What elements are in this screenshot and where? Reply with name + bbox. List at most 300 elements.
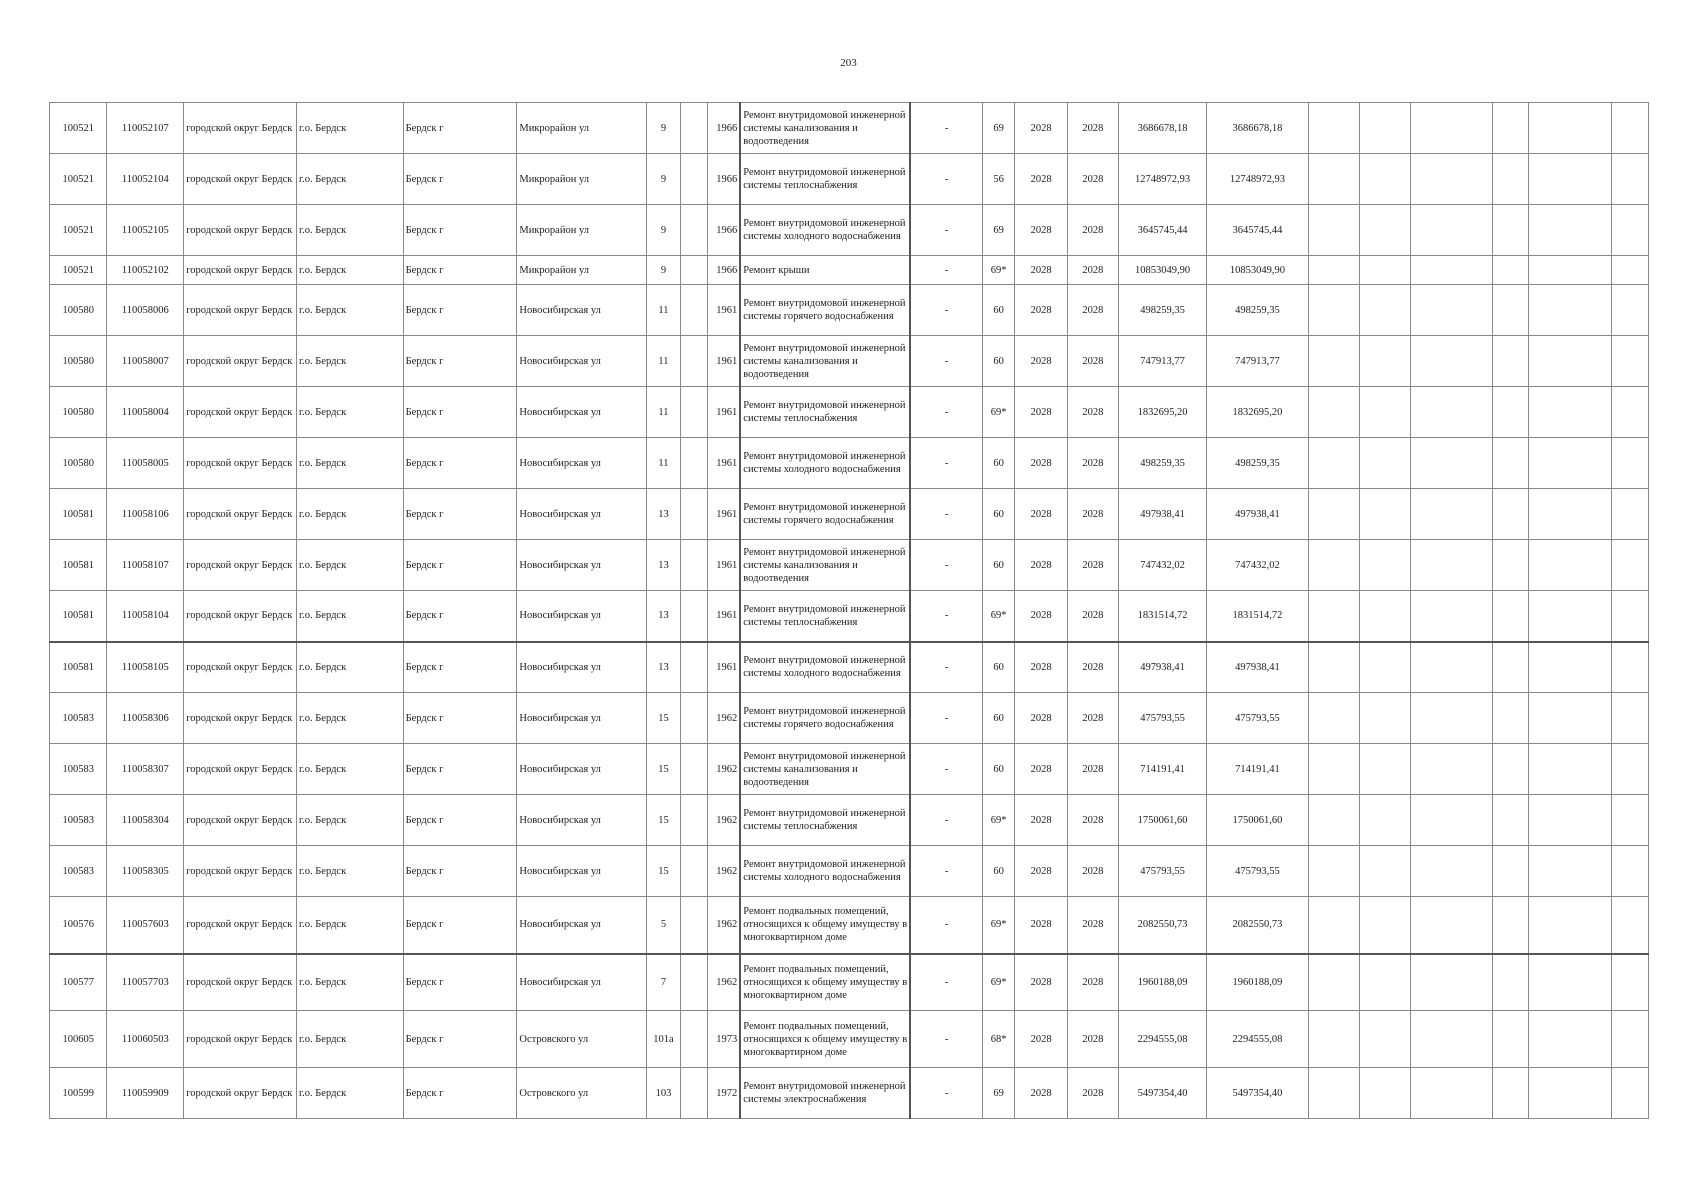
empty-cell (1359, 285, 1410, 336)
table-row (50, 285, 1649, 336)
street-cell: Микрорайон ул (517, 103, 646, 154)
build-year-cell: 1962 (708, 795, 741, 846)
locality-cell: Бердск г (403, 693, 517, 744)
total-cost-cell: 475793,55 (1207, 693, 1308, 744)
locality-cell: Бердск г (403, 205, 517, 256)
empty-cell (1359, 387, 1410, 438)
empty-cell (1359, 154, 1410, 205)
street-cell: Островского ул (517, 1011, 646, 1068)
empty-cell (1493, 591, 1529, 642)
empty-cell (1308, 1068, 1359, 1119)
empty-cell (1359, 642, 1410, 693)
table-row (50, 336, 1649, 387)
table-row (50, 693, 1649, 744)
wear-percent-cell: 69 (982, 1068, 1015, 1119)
empty-cell (1411, 1068, 1493, 1119)
row-id-cell: 100583 (50, 693, 107, 744)
start-year-cell: 2028 (1015, 285, 1067, 336)
dash-cell: - (910, 540, 982, 591)
dash-cell: - (910, 205, 982, 256)
build-year-cell: 1961 (708, 438, 741, 489)
empty-cell (1308, 540, 1359, 591)
locality-cell: Бердск г (403, 336, 517, 387)
district-cell: городской округ Бердск (184, 897, 297, 954)
row-id-cell: 100581 (50, 489, 107, 540)
municipality-cell: г.о. Бердск (297, 540, 404, 591)
empty-cell (1528, 1068, 1611, 1119)
row-id-cell: 100580 (50, 438, 107, 489)
district-cell: городской округ Бердск (184, 154, 297, 205)
wear-percent-cell: 60 (982, 744, 1015, 795)
empty-cell (1411, 438, 1493, 489)
municipality-cell: г.о. Бердск (297, 285, 404, 336)
work-type-cell: Ремонт подвальных помещений, относящихся к общему имуществу в многоквартирном доме (740, 897, 910, 954)
build-year-cell: 1973 (708, 1011, 741, 1068)
work-type-cell: Ремонт подвальных помещений, относящихся к общему имуществу в многоквартирном доме (740, 954, 910, 1011)
empty-cell (1528, 744, 1611, 795)
wear-percent-cell: 60 (982, 285, 1015, 336)
row-id-cell: 100599 (50, 1068, 107, 1119)
blank-cell-cell (681, 1068, 708, 1119)
end-year-cell: 2028 (1067, 846, 1118, 897)
empty-cell (1411, 285, 1493, 336)
municipality-cell: г.о. Бердск (297, 591, 404, 642)
street-cell: Новосибирская ул (517, 846, 646, 897)
object-code-cell: 110060503 (107, 1011, 184, 1068)
row-id-cell: 100605 (50, 1011, 107, 1068)
district-cell: городской округ Бердск (184, 205, 297, 256)
total-cost-cell: 3645745,44 (1207, 205, 1308, 256)
empty-cell (1493, 897, 1529, 954)
municipality-cell: г.о. Бердск (297, 1068, 404, 1119)
build-year-cell: 1961 (708, 540, 741, 591)
build-year-cell: 1966 (708, 256, 741, 285)
house-number-cell: 11 (646, 285, 681, 336)
empty-cell (1359, 1068, 1410, 1119)
district-cell: городской округ Бердск (184, 1011, 297, 1068)
empty-cell (1612, 489, 1649, 540)
empty-cell (1411, 795, 1493, 846)
locality-cell: Бердск г (403, 256, 517, 285)
dash-cell: - (910, 256, 982, 285)
empty-cell (1359, 256, 1410, 285)
work-type-cell: Ремонт внутридомовой инженерной системы канализования и водоотведения (740, 336, 910, 387)
empty-cell (1411, 103, 1493, 154)
row-id-cell: 100580 (50, 285, 107, 336)
end-year-cell: 2028 (1067, 387, 1118, 438)
object-code-cell: 110058307 (107, 744, 184, 795)
empty-cell (1493, 205, 1529, 256)
empty-cell (1612, 693, 1649, 744)
table-row (50, 489, 1649, 540)
dash-cell: - (910, 795, 982, 846)
end-year-cell: 2028 (1067, 154, 1118, 205)
end-year-cell: 2028 (1067, 642, 1118, 693)
empty-cell (1493, 489, 1529, 540)
object-code-cell: 110058006 (107, 285, 184, 336)
empty-cell (1359, 693, 1410, 744)
build-year-cell: 1962 (708, 744, 741, 795)
municipality-cell: г.о. Бердск (297, 154, 404, 205)
municipality-cell: г.о. Бердск (297, 336, 404, 387)
empty-cell (1411, 256, 1493, 285)
total-cost-cell: 497938,41 (1207, 489, 1308, 540)
table-row (50, 591, 1649, 642)
wear-percent-cell: 69* (982, 897, 1015, 954)
empty-cell (1528, 285, 1611, 336)
table-row (50, 795, 1649, 846)
wear-percent-cell: 69* (982, 795, 1015, 846)
dash-cell: - (910, 154, 982, 205)
work-type-cell: Ремонт внутридомовой инженерной системы горячего водоснабжения (740, 489, 910, 540)
municipality-cell: г.о. Бердск (297, 693, 404, 744)
empty-cell (1493, 103, 1529, 154)
locality-cell: Бердск г (403, 438, 517, 489)
empty-cell (1612, 256, 1649, 285)
cost-cell: 497938,41 (1119, 489, 1207, 540)
district-cell: городской округ Бердск (184, 256, 297, 285)
municipality-cell: г.о. Бердск (297, 795, 404, 846)
page-number: 203 (840, 57, 857, 69)
empty-cell (1493, 540, 1529, 591)
work-type-cell: Ремонт внутридомовой инженерной системы холодного водоснабжения (740, 642, 910, 693)
dash-cell: - (910, 285, 982, 336)
empty-cell (1308, 693, 1359, 744)
table-row (50, 846, 1649, 897)
cost-cell: 497938,41 (1119, 642, 1207, 693)
house-number-cell: 101а (646, 1011, 681, 1068)
start-year-cell: 2028 (1015, 103, 1067, 154)
start-year-cell: 2028 (1015, 387, 1067, 438)
district-cell: городской округ Бердск (184, 489, 297, 540)
table-row (50, 387, 1649, 438)
cost-cell: 747432,02 (1119, 540, 1207, 591)
end-year-cell: 2028 (1067, 438, 1118, 489)
total-cost-cell: 3686678,18 (1207, 103, 1308, 154)
empty-cell (1359, 489, 1410, 540)
start-year-cell: 2028 (1015, 591, 1067, 642)
total-cost-cell: 497938,41 (1207, 642, 1308, 693)
cost-cell: 714191,41 (1119, 744, 1207, 795)
blank-cell-cell (681, 591, 708, 642)
municipality-cell: г.о. Бердск (297, 846, 404, 897)
table-row (50, 954, 1649, 1011)
wear-percent-cell: 69* (982, 256, 1015, 285)
street-cell: Новосибирская ул (517, 897, 646, 954)
street-cell: Новосибирская ул (517, 591, 646, 642)
blank-cell-cell (681, 795, 708, 846)
total-cost-cell: 714191,41 (1207, 744, 1308, 795)
total-cost-cell: 498259,35 (1207, 438, 1308, 489)
locality-cell: Бердск г (403, 591, 517, 642)
blank-cell-cell (681, 954, 708, 1011)
start-year-cell: 2028 (1015, 256, 1067, 285)
table-row (50, 1068, 1649, 1119)
total-cost-cell: 498259,35 (1207, 285, 1308, 336)
municipality-cell: г.о. Бердск (297, 387, 404, 438)
blank-cell-cell (681, 744, 708, 795)
work-type-cell: Ремонт подвальных помещений, относящихся к общему имуществу в многоквартирном доме (740, 1011, 910, 1068)
empty-cell (1612, 846, 1649, 897)
cost-cell: 1832695,20 (1119, 387, 1207, 438)
empty-cell (1359, 336, 1410, 387)
build-year-cell: 1961 (708, 336, 741, 387)
cost-cell: 10853049,90 (1119, 256, 1207, 285)
wear-percent-cell: 60 (982, 540, 1015, 591)
street-cell: Новосибирская ул (517, 693, 646, 744)
blank-cell-cell (681, 438, 708, 489)
build-year-cell: 1961 (708, 285, 741, 336)
empty-cell (1493, 1068, 1529, 1119)
object-code-cell: 110052104 (107, 154, 184, 205)
table-row (50, 438, 1649, 489)
district-cell: городской округ Бердск (184, 744, 297, 795)
row-id-cell: 100521 (50, 103, 107, 154)
empty-cell (1493, 438, 1529, 489)
street-cell: Новосибирская ул (517, 795, 646, 846)
table-row (50, 897, 1649, 954)
end-year-cell: 2028 (1067, 540, 1118, 591)
empty-cell (1308, 205, 1359, 256)
empty-cell (1359, 205, 1410, 256)
start-year-cell: 2028 (1015, 489, 1067, 540)
blank-cell-cell (681, 387, 708, 438)
build-year-cell: 1962 (708, 897, 741, 954)
table-row (50, 1011, 1649, 1068)
locality-cell: Бердск г (403, 540, 517, 591)
row-id-cell: 100583 (50, 744, 107, 795)
empty-cell (1612, 336, 1649, 387)
wear-percent-cell: 69 (982, 103, 1015, 154)
locality-cell: Бердск г (403, 846, 517, 897)
build-year-cell: 1961 (708, 642, 741, 693)
work-type-cell: Ремонт внутридомовой инженерной системы холодного водоснабжения (740, 846, 910, 897)
row-id-cell: 100576 (50, 897, 107, 954)
build-year-cell: 1961 (708, 489, 741, 540)
row-id-cell: 100580 (50, 387, 107, 438)
empty-cell (1308, 846, 1359, 897)
dash-cell: - (910, 103, 982, 154)
table-row (50, 154, 1649, 205)
empty-cell (1493, 154, 1529, 205)
empty-cell (1612, 591, 1649, 642)
empty-cell (1308, 438, 1359, 489)
end-year-cell: 2028 (1067, 489, 1118, 540)
blank-cell-cell (681, 540, 708, 591)
build-year-cell: 1962 (708, 954, 741, 1011)
empty-cell (1411, 591, 1493, 642)
work-type-cell: Ремонт внутридомовой инженерной системы теплоснабжения (740, 591, 910, 642)
locality-cell: Бердск г (403, 744, 517, 795)
empty-cell (1612, 744, 1649, 795)
row-id-cell: 100521 (50, 256, 107, 285)
end-year-cell: 2028 (1067, 693, 1118, 744)
empty-cell (1308, 154, 1359, 205)
build-year-cell: 1966 (708, 103, 741, 154)
municipality-cell: г.о. Бердск (297, 103, 404, 154)
object-code-cell: 110052102 (107, 256, 184, 285)
blank-cell-cell (681, 1011, 708, 1068)
start-year-cell: 2028 (1015, 1011, 1067, 1068)
start-year-cell: 2028 (1015, 336, 1067, 387)
empty-cell (1308, 103, 1359, 154)
dash-cell: - (910, 1011, 982, 1068)
dash-cell: - (910, 1068, 982, 1119)
street-cell: Микрорайон ул (517, 154, 646, 205)
empty-cell (1359, 897, 1410, 954)
empty-cell (1528, 795, 1611, 846)
empty-cell (1359, 846, 1410, 897)
object-code-cell: 110058005 (107, 438, 184, 489)
empty-cell (1411, 205, 1493, 256)
locality-cell: Бердск г (403, 489, 517, 540)
cost-cell: 3645745,44 (1119, 205, 1207, 256)
object-code-cell: 110058306 (107, 693, 184, 744)
object-code-cell: 110057603 (107, 897, 184, 954)
municipality-cell: г.о. Бердск (297, 489, 404, 540)
end-year-cell: 2028 (1067, 1068, 1118, 1119)
empty-cell (1493, 954, 1529, 1011)
dash-cell: - (910, 591, 982, 642)
object-code-cell: 110058104 (107, 591, 184, 642)
work-type-cell: Ремонт внутридомовой инженерной системы холодного водоснабжения (740, 205, 910, 256)
locality-cell: Бердск г (403, 1011, 517, 1068)
empty-cell (1528, 540, 1611, 591)
row-id-cell: 100577 (50, 954, 107, 1011)
empty-cell (1493, 642, 1529, 693)
cost-cell: 5497354,40 (1119, 1068, 1207, 1119)
total-cost-cell: 2082550,73 (1207, 897, 1308, 954)
locality-cell: Бердск г (403, 897, 517, 954)
district-cell: городской округ Бердск (184, 540, 297, 591)
municipality-cell: г.о. Бердск (297, 744, 404, 795)
cost-cell: 1831514,72 (1119, 591, 1207, 642)
house-number-cell: 15 (646, 693, 681, 744)
empty-cell (1612, 205, 1649, 256)
street-cell: Новосибирская ул (517, 540, 646, 591)
locality-cell: Бердск г (403, 954, 517, 1011)
wear-percent-cell: 60 (982, 438, 1015, 489)
house-number-cell: 13 (646, 540, 681, 591)
cost-cell: 1750061,60 (1119, 795, 1207, 846)
work-type-cell: Ремонт внутридомовой инженерной системы электроснабжения (740, 1068, 910, 1119)
house-number-cell: 11 (646, 336, 681, 387)
total-cost-cell: 1832695,20 (1207, 387, 1308, 438)
street-cell: Новосибирская ул (517, 744, 646, 795)
start-year-cell: 2028 (1015, 540, 1067, 591)
total-cost-cell: 747913,77 (1207, 336, 1308, 387)
cost-cell: 475793,55 (1119, 846, 1207, 897)
end-year-cell: 2028 (1067, 103, 1118, 154)
blank-cell-cell (681, 489, 708, 540)
blank-cell-cell (681, 103, 708, 154)
table-row (50, 205, 1649, 256)
cost-cell: 2294555,08 (1119, 1011, 1207, 1068)
dash-cell: - (910, 954, 982, 1011)
locality-cell: Бердск г (403, 387, 517, 438)
municipality-cell: г.о. Бердск (297, 256, 404, 285)
work-type-cell: Ремонт внутридомовой инженерной системы канализования и водоотведения (740, 744, 910, 795)
empty-cell (1411, 154, 1493, 205)
cost-cell: 2082550,73 (1119, 897, 1207, 954)
locality-cell: Бердск г (403, 285, 517, 336)
empty-cell (1612, 795, 1649, 846)
object-code-cell: 110058106 (107, 489, 184, 540)
district-cell: городской округ Бердск (184, 642, 297, 693)
blank-cell-cell (681, 256, 708, 285)
cost-cell: 1960188,09 (1119, 954, 1207, 1011)
work-type-cell: Ремонт внутридомовой инженерной системы холодного водоснабжения (740, 438, 910, 489)
dash-cell: - (910, 336, 982, 387)
empty-cell (1308, 591, 1359, 642)
table-body (50, 103, 1649, 1119)
row-id-cell: 100581 (50, 591, 107, 642)
empty-cell (1359, 1011, 1410, 1068)
locality-cell: Бердск г (403, 1068, 517, 1119)
empty-cell (1359, 103, 1410, 154)
house-number-cell: 13 (646, 591, 681, 642)
row-id-cell: 100581 (50, 642, 107, 693)
object-code-cell: 110059909 (107, 1068, 184, 1119)
total-cost-cell: 2294555,08 (1207, 1011, 1308, 1068)
empty-cell (1411, 387, 1493, 438)
street-cell: Новосибирская ул (517, 387, 646, 438)
empty-cell (1612, 954, 1649, 1011)
start-year-cell: 2028 (1015, 693, 1067, 744)
empty-cell (1411, 642, 1493, 693)
locality-cell: Бердск г (403, 154, 517, 205)
blank-cell-cell (681, 205, 708, 256)
empty-cell (1528, 897, 1611, 954)
district-cell: городской округ Бердск (184, 103, 297, 154)
build-year-cell: 1961 (708, 591, 741, 642)
street-cell: Новосибирская ул (517, 438, 646, 489)
empty-cell (1411, 540, 1493, 591)
cost-cell: 475793,55 (1119, 693, 1207, 744)
blank-cell-cell (681, 285, 708, 336)
total-cost-cell: 12748972,93 (1207, 154, 1308, 205)
work-type-cell: Ремонт внутридомовой инженерной системы теплоснабжения (740, 154, 910, 205)
total-cost-cell: 475793,55 (1207, 846, 1308, 897)
street-cell: Новосибирская ул (517, 336, 646, 387)
end-year-cell: 2028 (1067, 954, 1118, 1011)
end-year-cell: 2028 (1067, 897, 1118, 954)
empty-cell (1493, 387, 1529, 438)
object-code-cell: 110052105 (107, 205, 184, 256)
work-type-cell: Ремонт внутридомовой инженерной системы теплоснабжения (740, 387, 910, 438)
dash-cell: - (910, 438, 982, 489)
build-year-cell: 1972 (708, 1068, 741, 1119)
empty-cell (1308, 897, 1359, 954)
empty-cell (1528, 642, 1611, 693)
capital-repair-table (49, 102, 1649, 1119)
wear-percent-cell: 68* (982, 1011, 1015, 1068)
empty-cell (1359, 540, 1410, 591)
build-year-cell: 1966 (708, 205, 741, 256)
house-number-cell: 9 (646, 256, 681, 285)
end-year-cell: 2028 (1067, 1011, 1118, 1068)
municipality-cell: г.о. Бердск (297, 954, 404, 1011)
house-number-cell: 13 (646, 642, 681, 693)
empty-cell (1493, 256, 1529, 285)
district-cell: городской округ Бердск (184, 693, 297, 744)
district-cell: городской округ Бердск (184, 285, 297, 336)
cost-cell: 498259,35 (1119, 438, 1207, 489)
district-cell: городской округ Бердск (184, 846, 297, 897)
street-cell: Микрорайон ул (517, 205, 646, 256)
district-cell: городской округ Бердск (184, 336, 297, 387)
house-number-cell: 103 (646, 1068, 681, 1119)
